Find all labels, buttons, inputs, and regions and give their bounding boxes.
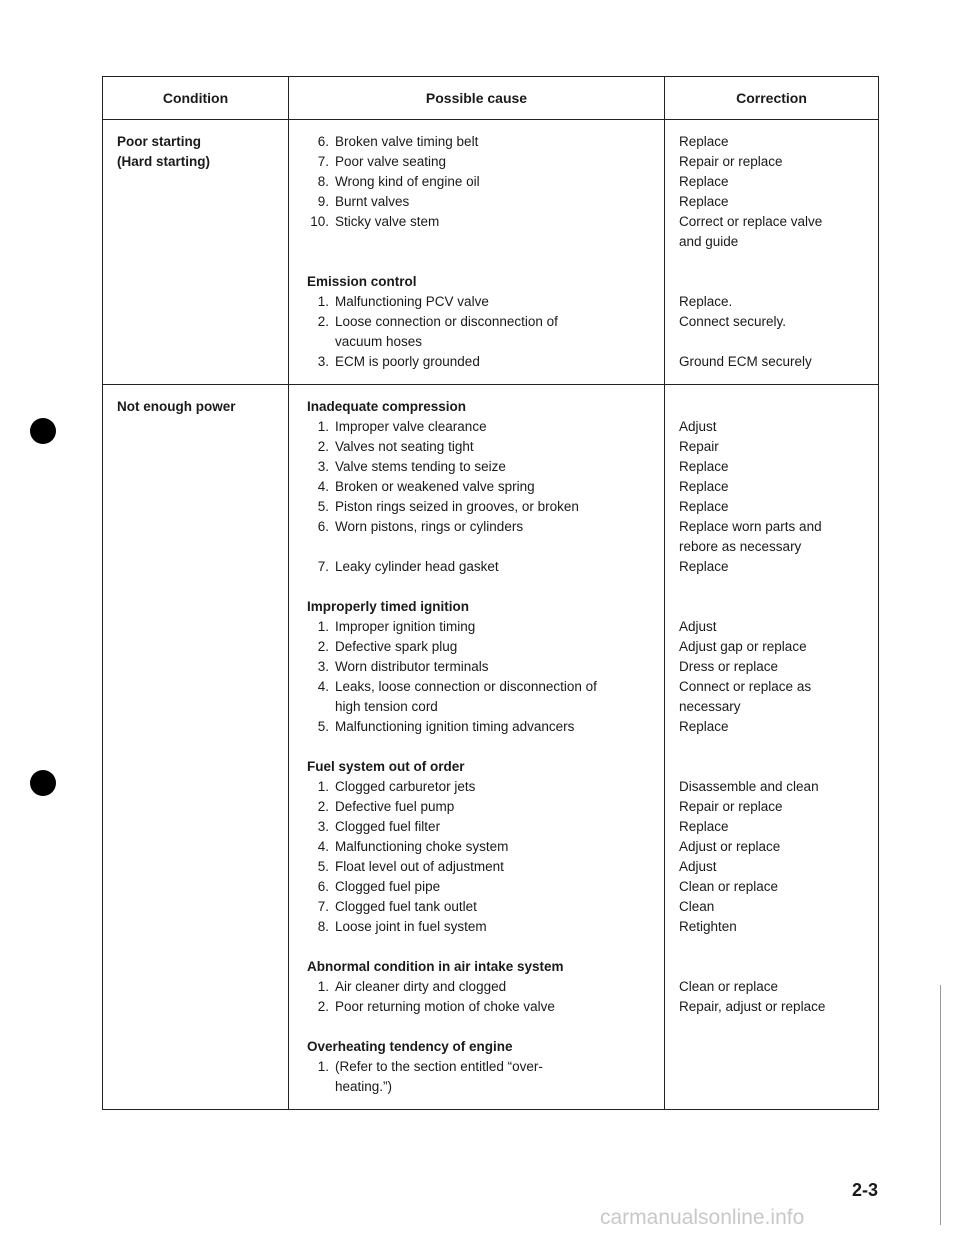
- cause-text: [335, 897, 664, 917]
- correction-block: [679, 957, 878, 1017]
- correction-header: Correction: [665, 77, 879, 120]
- condition-line: Poor starting: [117, 134, 202, 149]
- correction-line: necessary: [679, 699, 741, 714]
- correction-line: and guide: [679, 234, 739, 249]
- cause-item: [307, 152, 664, 172]
- cause-text: [335, 417, 664, 437]
- cause-text: [335, 657, 664, 677]
- cause-text: [335, 312, 664, 352]
- item-number: 8.: [317, 174, 329, 189]
- cause-line: Clogged fuel tank outlet: [335, 899, 477, 914]
- cause-text: [335, 857, 664, 877]
- cause-line: Wrong kind of engine oil: [335, 174, 480, 189]
- cause-line: Valve stems tending to seize: [335, 459, 506, 474]
- correction-line: Replace: [679, 499, 729, 514]
- correction-line: Replace: [679, 194, 729, 209]
- correction-block: [679, 132, 878, 252]
- correction-line: Repair, adjust or replace: [679, 999, 826, 1014]
- cause-line: Loose connection or disconnection of: [335, 314, 558, 329]
- cause-item: [307, 657, 664, 677]
- cause-item: [307, 312, 664, 352]
- correction-line: Connect or replace as: [679, 679, 812, 694]
- cause-line: Defective fuel pump: [335, 799, 455, 814]
- cause-line: Malfunctioning ignition timing advancers: [335, 719, 575, 734]
- cause-heading: Fuel system out of order: [307, 759, 465, 774]
- correction-line: Replace: [679, 134, 729, 149]
- cause-text: [335, 352, 664, 372]
- correction-line: Adjust gap or replace: [679, 639, 807, 654]
- item-number: 2.: [317, 314, 329, 329]
- possible-cause-cell: [289, 385, 665, 1110]
- possible-cause-header: Possible cause: [289, 77, 665, 120]
- item-number: 5.: [317, 499, 329, 514]
- heading-spacer: [679, 397, 878, 417]
- item-number: 2.: [317, 999, 329, 1014]
- condition-line: Not enough power: [117, 399, 236, 414]
- cause-item: [307, 617, 664, 637]
- cause-line: Float level out of adjustment: [335, 859, 504, 874]
- item-number: 1.: [317, 1059, 329, 1074]
- item-number: 3.: [317, 819, 329, 834]
- item-number: 2.: [317, 639, 329, 654]
- cause-line: [335, 232, 664, 252]
- cause-line: Broken valve timing belt: [335, 134, 479, 149]
- cause-line: Worn pistons, rings or cylinders: [335, 519, 524, 534]
- cause-text: [335, 477, 664, 497]
- correction-line: Replace: [679, 819, 729, 834]
- watermark-text: carmanualsonline.info: [600, 1206, 805, 1229]
- cause-item: [307, 557, 664, 577]
- cause-text: [335, 917, 664, 937]
- item-number: 10.: [310, 214, 329, 229]
- cause-item: [307, 1057, 664, 1097]
- cause-line: Leaky cylinder head gasket: [335, 559, 499, 574]
- cause-heading: Emission control: [307, 274, 417, 289]
- cause-item: [307, 897, 664, 917]
- cause-line: (Refer to the section entitled “over-: [335, 1059, 543, 1074]
- correction-line: Disassemble and clean: [679, 779, 819, 794]
- cause-item: [307, 857, 664, 877]
- condition-cell: [103, 385, 289, 1110]
- cause-line: Poor valve seating: [335, 154, 447, 169]
- item-number: 1.: [317, 419, 329, 434]
- cause-heading: Overheating tendency of engine: [307, 1039, 513, 1054]
- item-number: 3.: [317, 659, 329, 674]
- cause-line: Valves not seating tight: [335, 439, 474, 454]
- cause-line: Malfunctioning choke system: [335, 839, 509, 854]
- correction-line: Replace worn parts and: [679, 519, 822, 534]
- item-number: 7.: [317, 899, 329, 914]
- cause-text: [335, 977, 664, 997]
- correction-line: Clean or replace: [679, 879, 779, 894]
- cause-heading: Improperly timed ignition: [307, 599, 470, 614]
- cause-line: [335, 537, 664, 557]
- heading-spacer: [679, 272, 878, 292]
- correction-line: Repair or replace: [679, 154, 783, 169]
- item-number: 6.: [317, 879, 329, 894]
- cause-line: Poor returning motion of choke valve: [335, 999, 555, 1014]
- cause-text: [335, 192, 664, 212]
- cause-text: [335, 212, 664, 252]
- item-number: 3.: [317, 459, 329, 474]
- cause-text: [335, 797, 664, 817]
- correction-block: [679, 597, 878, 737]
- item-number: 6.: [317, 134, 329, 149]
- item-number: 6.: [317, 519, 329, 534]
- correction-cell: [665, 120, 879, 385]
- cause-line: vacuum hoses: [335, 334, 423, 349]
- cause-text: [335, 677, 664, 717]
- correction-line: Retighten: [679, 919, 737, 934]
- correction-line: Dress or replace: [679, 659, 779, 674]
- table-row: [103, 385, 879, 1110]
- cause-text: [335, 457, 664, 477]
- cause-item: [307, 997, 664, 1017]
- table-row: [103, 120, 879, 385]
- cause-block: [307, 397, 664, 577]
- correction-line: Replace: [679, 174, 729, 189]
- item-number: 7.: [317, 154, 329, 169]
- condition-text: [103, 120, 288, 172]
- correction-line: [679, 332, 878, 352]
- cause-text: [335, 817, 664, 837]
- cause-item: [307, 797, 664, 817]
- possible-cause-cell: [289, 120, 665, 385]
- cause-line: Improper valve clearance: [335, 419, 487, 434]
- cause-item: [307, 437, 664, 457]
- binder-hole-icon: [30, 770, 56, 796]
- cause-line: Broken or weakened valve spring: [335, 479, 535, 494]
- item-number: 5.: [317, 719, 329, 734]
- correction-line: Adjust or replace: [679, 839, 781, 854]
- item-number: 3.: [317, 354, 329, 369]
- cause-line: high tension cord: [335, 699, 438, 714]
- cause-block: [307, 1037, 664, 1097]
- item-number: 4.: [317, 479, 329, 494]
- correction-line: Clean: [679, 899, 715, 914]
- correction-block: [679, 1037, 878, 1097]
- cause-item: [307, 717, 664, 737]
- correction-line: [679, 1077, 878, 1097]
- cause-item: [307, 677, 664, 717]
- correction-line: [679, 1057, 878, 1077]
- correction-line: rebore as necessary: [679, 539, 802, 554]
- cause-item: [307, 292, 664, 312]
- cause-line: Defective spark plug: [335, 639, 458, 654]
- cause-block: [307, 757, 664, 937]
- cause-item: [307, 817, 664, 837]
- cause-item: [307, 352, 664, 372]
- cause-block: [307, 132, 664, 252]
- cause-text: [335, 517, 664, 557]
- troubleshooting-table: [102, 76, 879, 1110]
- correction-block: [679, 397, 878, 577]
- cause-text: [335, 717, 664, 737]
- cause-item: [307, 212, 664, 252]
- cause-text: [335, 837, 664, 857]
- cause-text: [335, 637, 664, 657]
- cause-heading: Abnormal condition in air intake system: [307, 959, 564, 974]
- condition-line: (Hard starting): [117, 154, 211, 169]
- correction-line: Repair: [679, 439, 719, 454]
- item-number: 1.: [317, 979, 329, 994]
- correction-line: Replace.: [679, 294, 733, 309]
- cause-item: [307, 417, 664, 437]
- cause-line: Improper ignition timing: [335, 619, 476, 634]
- item-number: 1.: [317, 294, 329, 309]
- cause-text: [335, 777, 664, 797]
- cause-line: Clogged fuel pipe: [335, 879, 441, 894]
- cause-item: [307, 132, 664, 152]
- cause-item: [307, 172, 664, 192]
- binder-hole-icon: [30, 418, 56, 444]
- cause-item: [307, 977, 664, 997]
- cause-line: heating.”): [335, 1079, 393, 1094]
- cause-line: Piston rings seized in grooves, or broken: [335, 499, 579, 514]
- correction-line: Adjust: [679, 419, 717, 434]
- correction-line: Ground ECM securely: [679, 354, 812, 369]
- correction-line: Adjust: [679, 619, 717, 634]
- cause-line: Clogged fuel filter: [335, 819, 441, 834]
- correction-line: Adjust: [679, 859, 717, 874]
- cause-text: [335, 617, 664, 637]
- cause-text: [335, 152, 664, 172]
- cause-item: [307, 877, 664, 897]
- condition-cell: [103, 120, 289, 385]
- table-header-row: [103, 77, 879, 120]
- correction-line: Replace: [679, 559, 729, 574]
- condition-header: Condition: [103, 77, 289, 120]
- cause-heading: Inadequate compression: [307, 399, 467, 414]
- cause-line: Burnt valves: [335, 194, 410, 209]
- item-number: 8.: [317, 919, 329, 934]
- page-edge-line: [940, 985, 941, 1225]
- item-number: 2.: [317, 439, 329, 454]
- cause-item: [307, 477, 664, 497]
- correction-line: Repair or replace: [679, 799, 783, 814]
- cause-item: [307, 777, 664, 797]
- correction-cell: [665, 385, 879, 1110]
- item-number: 7.: [317, 559, 329, 574]
- cause-line: Leaks, loose connection or disconnection of: [335, 679, 597, 694]
- cause-text: [335, 997, 664, 1017]
- cause-item: [307, 192, 664, 212]
- item-number: 9.: [317, 194, 329, 209]
- cause-text: [335, 292, 664, 312]
- cause-item: [307, 837, 664, 857]
- heading-spacer: [679, 957, 878, 977]
- cause-block: [307, 957, 664, 1017]
- correction-block: [679, 272, 878, 372]
- heading-spacer: [679, 597, 878, 617]
- heading-spacer: [679, 757, 878, 777]
- cause-line: Air cleaner dirty and clogged: [335, 979, 507, 994]
- item-number: 2.: [317, 799, 329, 814]
- correction-line: Connect securely.: [679, 314, 787, 329]
- item-number: 1.: [317, 619, 329, 634]
- correction-line: Replace: [679, 719, 729, 734]
- cause-text: [335, 877, 664, 897]
- cause-item: [307, 637, 664, 657]
- cause-block: [307, 597, 664, 737]
- cause-item: [307, 497, 664, 517]
- cause-text: [335, 132, 664, 152]
- item-number: 1.: [317, 779, 329, 794]
- cause-line: ECM is poorly grounded: [335, 354, 480, 369]
- cause-line: Sticky valve stem: [335, 214, 440, 229]
- item-number: 5.: [317, 859, 329, 874]
- correction-line: Clean or replace: [679, 979, 779, 994]
- cause-text: [335, 172, 664, 192]
- cause-item: [307, 917, 664, 937]
- correction-line: Replace: [679, 459, 729, 474]
- cause-text: [335, 1057, 664, 1097]
- cause-text: [335, 497, 664, 517]
- cause-block: [307, 272, 664, 372]
- page-number: 2-3: [852, 1180, 879, 1200]
- cause-text: [335, 557, 664, 577]
- heading-spacer: [679, 1037, 878, 1057]
- cause-line: Loose joint in fuel system: [335, 919, 487, 934]
- correction-block: [679, 757, 878, 937]
- item-number: 4.: [317, 679, 329, 694]
- cause-line: Worn distributor terminals: [335, 659, 489, 674]
- table-body: [103, 120, 879, 1110]
- correction-line: Correct or replace valve: [679, 214, 823, 229]
- cause-line: Clogged carburetor jets: [335, 779, 476, 794]
- item-number: 4.: [317, 839, 329, 854]
- correction-line: Replace: [679, 479, 729, 494]
- cause-line: Malfunctioning PCV valve: [335, 294, 489, 309]
- condition-text: [103, 385, 288, 417]
- cause-text: [335, 437, 664, 457]
- cause-item: [307, 517, 664, 557]
- cause-item: [307, 457, 664, 477]
